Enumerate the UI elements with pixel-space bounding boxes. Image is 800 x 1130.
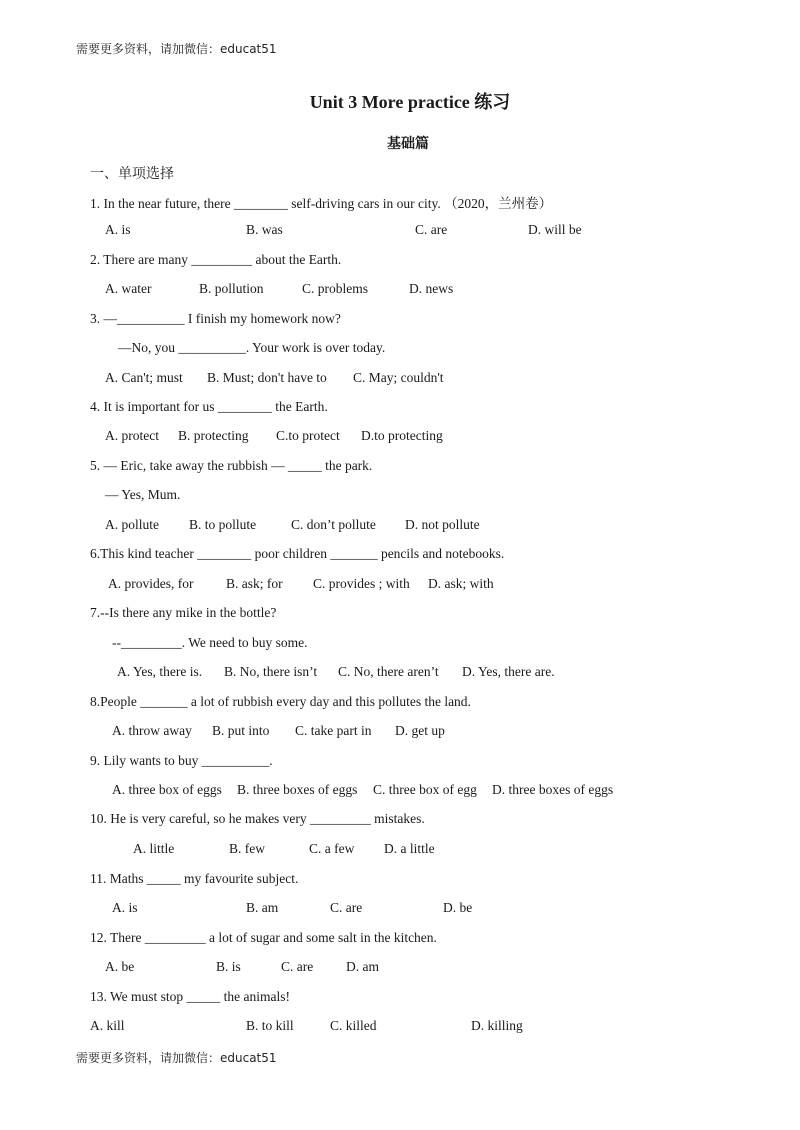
question-2-option-a: A. water — [105, 281, 152, 296]
question-11-stem: 11. Maths _____ my favourite subject. — [90, 871, 299, 886]
question-6-stem: 6.This kind teacher ________ poor children _______ pencils and notebooks. — [90, 546, 505, 561]
question-10-stem: 10. He is very careful, so he makes very _________ mistakes. — [90, 811, 425, 826]
question-5-option-d: D. not pollute — [405, 517, 480, 532]
question-4-option-d: D.to protecting — [361, 428, 443, 443]
question-5-stem-reply: — Yes, Mum. — [105, 487, 181, 502]
question-1-option-b: B. was — [246, 222, 283, 237]
question-13-option-b: B. to kill — [246, 1018, 294, 1033]
question-10-option-b: B. few — [229, 841, 265, 856]
question-4-option-a: A. protect — [105, 428, 159, 443]
question-7-stem: 7.--Is there any mike in the bottle? — [90, 605, 277, 620]
question-13-stem: 13. We must stop _____ the animals! — [90, 989, 291, 1004]
question-3-option-a: A. Can't; must — [105, 370, 183, 385]
question-11-option-c: C. are — [330, 900, 363, 915]
question-7-stem-reply: --_________. We need to buy some. — [112, 635, 308, 650]
question-13-option-c: C. killed — [330, 1018, 377, 1033]
question-12-option-c: C. are — [281, 959, 314, 974]
question-2-option-d: D. news — [409, 281, 454, 296]
question-8-option-a: A. throw away — [112, 723, 192, 738]
question-12-option-a: A. be — [105, 959, 135, 974]
question-5-option-b: B. to pollute — [189, 517, 257, 532]
question-1-option-d: D. will be — [528, 222, 582, 237]
question-12-option-d: D. am — [346, 959, 379, 974]
question-3-stem: 3. —__________ I finish my homework now? — [90, 311, 341, 326]
question-8-stem: 8.People _______ a lot of rubbish every day and this pollutes the land. — [90, 694, 471, 709]
question-2-stem: 2. There are many _________ about the Earth. — [90, 252, 342, 267]
question-12-stem: 12. There _________ a lot of sugar and some salt in the kitchen. — [90, 930, 437, 945]
question-3-option-b: B. Must; don't have to — [207, 370, 327, 385]
question-2-option-c: C. problems — [302, 281, 368, 296]
question-10-option-a: A. little — [133, 841, 175, 856]
question-9-option-d: D. three boxes of eggs — [492, 782, 614, 797]
question-3-option-c: C. May; couldn't — [353, 370, 444, 385]
question-4-stem: 4. It is important for us ________ the Earth. — [90, 399, 328, 414]
question-8-option-b: B. put into — [212, 723, 270, 738]
question-3-stem-reply: —No, you __________. Your work is over today. — [118, 340, 386, 355]
question-11-option-b: B. am — [246, 900, 279, 915]
question-4-option-b: B. protecting — [178, 428, 249, 443]
question-4-option-c: C.to protect — [276, 428, 340, 443]
question-8-option-c: C. take part in — [295, 723, 372, 738]
page-subtitle: 基础篇 — [387, 136, 429, 152]
question-12-option-b: B. is — [216, 959, 241, 974]
question-9-stem: 9. Lily wants to buy __________. — [90, 753, 273, 768]
question-2-option-b: B. pollution — [199, 281, 264, 296]
question-7-option-c: C. No, there aren’t — [338, 664, 439, 679]
question-6-option-b: B. ask; for — [226, 576, 283, 591]
header-note: 需要更多资料，请加微信：educat51 — [76, 42, 277, 56]
question-9-option-a: A. three box of eggs — [112, 782, 222, 797]
question-11-option-d: D. be — [443, 900, 473, 915]
question-8-option-d: D. get up — [395, 723, 445, 738]
question-11-option-a: A. is — [112, 900, 138, 915]
question-10-option-d: D. a little — [384, 841, 435, 856]
page-title: Unit 3 More practice 练习 — [309, 92, 511, 112]
footer-note: 需要更多资料，请加微信：educat51 — [76, 1051, 277, 1065]
question-6-option-c: C. provides ; with — [313, 576, 410, 591]
section-heading: 一、单项选择 — [90, 166, 174, 182]
question-1-stem: 1. In the near future, there ________ self-driving cars in our city. （2020，兰州卷） — [90, 196, 553, 211]
question-7-option-a: A. Yes, there is. — [117, 664, 203, 679]
question-7-option-d: D. Yes, there are. — [462, 664, 555, 679]
question-10-option-c: C. a few — [309, 841, 355, 856]
question-5-option-a: A. pollute — [105, 517, 159, 532]
question-5-stem: 5. — Eric, take away the rubbish — _____ the park. — [90, 458, 373, 473]
question-6-option-d: D. ask; with — [428, 576, 494, 591]
question-1-option-a: A. is — [105, 222, 131, 237]
question-13-option-a: A. kill — [90, 1018, 125, 1033]
question-13-option-d: D. killing — [471, 1018, 523, 1033]
question-1-option-c: C. are — [415, 222, 448, 237]
question-7-option-b: B. No, there isn’t — [224, 664, 318, 679]
question-9-option-c: C. three box of egg — [373, 782, 477, 797]
question-9-option-b: B. three boxes of eggs — [237, 782, 358, 797]
question-5-option-c: C. don’t pollute — [291, 517, 376, 532]
question-6-option-a: A. provides, for — [108, 576, 194, 591]
